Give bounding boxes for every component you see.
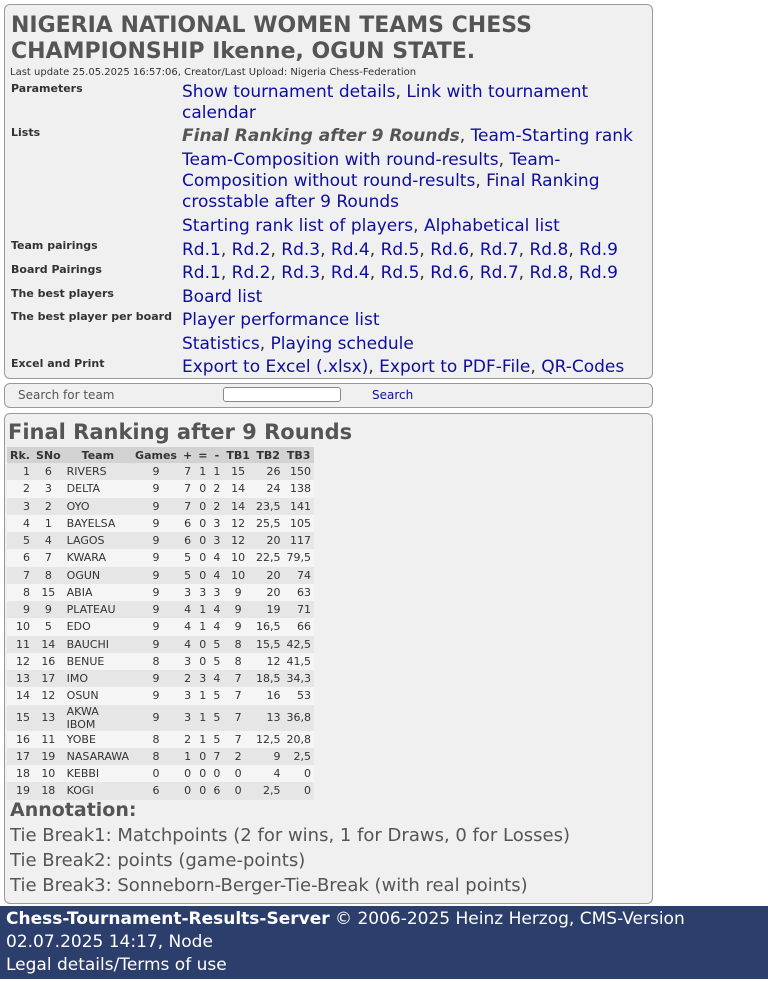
- draws-cell: 0: [195, 498, 210, 515]
- losses-cell: 2: [210, 498, 223, 515]
- draws-cell: 0: [195, 765, 210, 782]
- ranking-row: [7, 532, 314, 549]
- games-cell: 9: [132, 601, 180, 618]
- team-link[interactable]: YOBE: [64, 731, 132, 748]
- games-cell: 9: [132, 532, 180, 549]
- tb1-cell: 7: [223, 670, 253, 687]
- losses-cell: 5: [210, 687, 223, 704]
- team-link[interactable]: EDO: [64, 618, 132, 635]
- wins-cell: 2: [180, 731, 195, 748]
- ranking-header-row: [7, 447, 314, 463]
- tb3-cell: 34,3: [283, 670, 314, 687]
- final-ranking-crosstable-link[interactable]: Final Ranking crosstable after 9 Rounds: [182, 171, 600, 212]
- tb2-cell: 19: [253, 601, 284, 618]
- export-pdf-link[interactable]: Export to PDF-File: [379, 357, 531, 377]
- excel-print-label: Excel and Print: [11, 357, 105, 370]
- team-composition-without-results-link[interactable]: Team-Composition without round-results: [182, 150, 561, 191]
- draws-cell: 1: [195, 731, 210, 748]
- annotation-tb2: Tie Break2: points (game-points): [10, 850, 306, 871]
- wins-cell: 6: [180, 532, 195, 549]
- tb2-cell: 12: [253, 653, 284, 670]
- tournament-info-panel: [4, 4, 653, 379]
- ranking-row: [7, 705, 314, 731]
- team-link[interactable]: RIVERS: [64, 463, 132, 480]
- board-pairing-round-link[interactable]: Rd.6: [430, 263, 470, 283]
- ranking-row: [7, 670, 314, 687]
- games-cell: 9: [132, 463, 180, 480]
- tb3-cell: 2,5: [283, 748, 314, 765]
- tb1-cell: 10: [223, 567, 253, 584]
- team-pairing-round-link[interactable]: Rd.5: [380, 240, 420, 260]
- games-cell: 9: [132, 705, 180, 731]
- lists-links: Final Ranking after 9 Rounds, Team-Starting rank: [182, 126, 633, 146]
- link-tournament-calendar-link[interactable]: Link with tournament calendar: [182, 82, 589, 123]
- sno-cell: 18: [33, 782, 64, 799]
- ranking-row: [7, 731, 314, 748]
- team-link[interactable]: BAUCHI: [64, 636, 132, 653]
- tb1-cell: 7: [223, 705, 253, 731]
- ranking-row: [7, 636, 314, 653]
- tournament-title: NIGERIA NATIONAL WOMEN TEAMS CHESS CHAMPIONSHIP Ikenne, OGUN STATE.: [11, 13, 532, 64]
- losses-cell: 5: [210, 653, 223, 670]
- wins-cell: 2: [180, 670, 195, 687]
- footer: [0, 906, 768, 979]
- tb3-cell: 20,8: [283, 731, 314, 748]
- ranking-row: [7, 687, 314, 704]
- best-players-label: The best players: [11, 287, 114, 300]
- games-cell: 9: [132, 687, 180, 704]
- rank-cell: 14: [7, 687, 33, 704]
- team-link[interactable]: OSUN: [64, 687, 132, 704]
- games-cell: 6: [132, 782, 180, 799]
- tb3-cell: 79,5: [283, 549, 314, 566]
- wins-cell: 7: [180, 480, 195, 497]
- sno-cell: 16: [33, 653, 64, 670]
- tb3-cell: 0: [283, 782, 314, 799]
- losses-cell: 4: [210, 618, 223, 635]
- games-cell: 8: [132, 748, 180, 765]
- games-cell: 9: [132, 584, 180, 601]
- losses-cell: 0: [210, 765, 223, 782]
- sno-cell: 2: [33, 498, 64, 515]
- tb1-cell: 7: [223, 687, 253, 704]
- wins-cell: 4: [180, 618, 195, 635]
- ranking-row: [7, 653, 314, 670]
- starting-rank-players-link[interactable]: Starting rank list of players: [182, 216, 414, 236]
- sno-cell: 3: [33, 480, 64, 497]
- games-cell: 9: [132, 670, 180, 687]
- tb2-cell: 25,5: [253, 515, 284, 532]
- draws-cell: 0: [195, 567, 210, 584]
- sno-cell: 13: [33, 705, 64, 731]
- team-pairings-label: Team pairings: [11, 239, 98, 252]
- draws-cell: 0: [195, 549, 210, 566]
- draws-cell: 1: [195, 618, 210, 635]
- board-pairing-round-link[interactable]: Rd.5: [380, 263, 420, 283]
- tb2-cell: 18,5: [253, 670, 284, 687]
- board-list-link[interactable]: Board list: [182, 287, 263, 307]
- col-header-tb1: TB1: [223, 447, 253, 463]
- tb1-cell: 9: [223, 601, 253, 618]
- col-header-games: Games: [132, 447, 180, 463]
- tb3-cell: 53: [283, 687, 314, 704]
- tb3-cell: 138: [283, 480, 314, 497]
- show-tournament-details-link[interactable]: Show tournament details: [182, 82, 396, 102]
- team-link[interactable]: NASARAWA: [64, 748, 132, 765]
- tb1-cell: 7: [223, 731, 253, 748]
- losses-cell: 6: [210, 782, 223, 799]
- sno-cell: 1: [33, 515, 64, 532]
- draws-cell: 1: [195, 463, 210, 480]
- tb2-cell: 22,5: [253, 549, 284, 566]
- sno-cell: 15: [33, 584, 64, 601]
- board-pairing-round-link[interactable]: Rd.7: [479, 263, 519, 283]
- parameters-label: Parameters: [11, 82, 83, 95]
- col-header-wins: +: [180, 447, 195, 463]
- board-pairings-label: Board Pairings: [11, 263, 102, 276]
- annotation-title: Annotation:: [10, 799, 137, 821]
- losses-cell: 5: [210, 731, 223, 748]
- sno-cell: 8: [33, 567, 64, 584]
- losses-cell: 2: [210, 480, 223, 497]
- wins-cell: 3: [180, 705, 195, 731]
- ranking-row: [7, 782, 314, 799]
- team-starting-rank-link[interactable]: Team-Starting rank: [470, 126, 633, 146]
- tb2-cell: 20: [253, 584, 284, 601]
- tb1-cell: 14: [223, 480, 253, 497]
- team-link[interactable]: IMO: [64, 670, 132, 687]
- lists-label: Lists: [11, 126, 41, 139]
- team-composition-with-results-link[interactable]: Team-Composition with round-results: [182, 150, 499, 170]
- sno-cell: 6: [33, 463, 64, 480]
- last-update-text: Last update 25.05.2025 16:57:06, Creator/Last Upload: Nigeria Chess-Federation: [10, 67, 417, 78]
- tb1-cell: 2: [223, 748, 253, 765]
- tb2-cell: 20: [253, 532, 284, 549]
- board-pairing-round-link[interactable]: Rd.8: [529, 263, 569, 283]
- team-link[interactable]: OGUN: [64, 567, 132, 584]
- sno-cell: 17: [33, 670, 64, 687]
- team-link[interactable]: KWARA: [64, 549, 132, 566]
- tb1-cell: 0: [223, 782, 253, 799]
- team-link[interactable]: DELTA: [64, 480, 132, 497]
- draws-cell: 0: [195, 748, 210, 765]
- ranking-table: [7, 447, 314, 800]
- alphabetical-list-link[interactable]: Alphabetical list: [423, 216, 560, 236]
- rank-cell: 16: [7, 731, 33, 748]
- tb3-cell: 150: [283, 463, 314, 480]
- wins-cell: 1: [180, 748, 195, 765]
- tb1-cell: 9: [223, 618, 253, 635]
- tb3-cell: 105: [283, 515, 314, 532]
- ranking-row: [7, 765, 314, 782]
- server-link[interactable]: Chess-Tournament-Results-Server: [6, 909, 330, 929]
- losses-cell: 4: [210, 601, 223, 618]
- wins-cell: 4: [180, 636, 195, 653]
- team-link[interactable]: KEBBI: [64, 765, 132, 782]
- tb3-cell: 63: [283, 584, 314, 601]
- draws-cell: 0: [195, 782, 210, 799]
- footer-copyright: © 2006-2025 Heinz Herzog, CMS-Version 02.07.2025 14:17, Node: [6, 909, 685, 952]
- tb2-cell: 12,5: [253, 731, 284, 748]
- losses-cell: 4: [210, 549, 223, 566]
- col-header-rank: Rk.: [7, 447, 33, 463]
- best-per-board-links: [182, 310, 642, 331]
- losses-cell: 4: [210, 567, 223, 584]
- board-pairing-round-link[interactable]: Rd.1: [182, 263, 221, 283]
- tb1-cell: 8: [223, 653, 253, 670]
- rank-cell: 8: [7, 584, 33, 601]
- losses-cell: 1: [210, 463, 223, 480]
- footer-credits: [6, 908, 756, 954]
- parameters-links: Show tournament details, Link with tournament calendar: [182, 82, 589, 123]
- draws-cell: 0: [195, 515, 210, 532]
- tb1-cell: 9: [223, 584, 253, 601]
- col-header-sno: SNo: [33, 447, 64, 463]
- team-pairings-rounds: Rd.1, Rd.2, Rd.3, Rd.4, Rd.5, Rd.6, Rd.7, Rd.8, Rd.9: [182, 240, 618, 260]
- rank-cell: 5: [7, 532, 33, 549]
- games-cell: 9: [132, 480, 180, 497]
- team-pairing-round-link[interactable]: Rd.4: [330, 240, 370, 260]
- games-cell: 8: [132, 653, 180, 670]
- tb3-cell: 0: [283, 765, 314, 782]
- team-pairing-round-link[interactable]: Rd.1: [182, 240, 221, 260]
- team-link[interactable]: ABIA: [64, 584, 132, 601]
- final-ranking-current: Final Ranking after 9 Rounds: [182, 126, 460, 146]
- team-link[interactable]: AKWA IBOM: [64, 705, 132, 731]
- rank-cell: 13: [7, 670, 33, 687]
- team-pairing-round-link[interactable]: Rd.7: [479, 240, 519, 260]
- draws-cell: 1: [195, 705, 210, 731]
- tb2-cell: 13: [253, 705, 284, 731]
- draws-cell: 1: [195, 601, 210, 618]
- team-pairing-round-link[interactable]: Rd.2: [231, 240, 271, 260]
- games-cell: 8: [132, 731, 180, 748]
- tb3-cell: 36,8: [283, 705, 314, 731]
- player-performance-link[interactable]: Player performance list: [182, 310, 380, 330]
- col-header-tb2: TB2: [253, 447, 284, 463]
- draws-cell: 0: [195, 636, 210, 653]
- search-button[interactable]: Search: [372, 388, 414, 402]
- best-per-board-label: The best player per board: [11, 310, 172, 323]
- board-pairing-round-link[interactable]: Rd.4: [330, 263, 370, 283]
- playing-schedule-link[interactable]: Playing schedule: [270, 334, 414, 354]
- ranking-row: [7, 748, 314, 765]
- tb3-cell: 117: [283, 532, 314, 549]
- team-link[interactable]: PLATEAU: [64, 601, 132, 618]
- rank-cell: 17: [7, 748, 33, 765]
- wins-cell: 5: [180, 567, 195, 584]
- wins-cell: 4: [180, 601, 195, 618]
- tb3-cell: 66: [283, 618, 314, 635]
- tb1-cell: 12: [223, 532, 253, 549]
- ranking-title: Final Ranking after 9 Rounds: [8, 420, 353, 444]
- draws-cell: 0: [195, 480, 210, 497]
- ranking-body: [7, 463, 314, 800]
- losses-cell: 5: [210, 705, 223, 731]
- rank-cell: 12: [7, 653, 33, 670]
- rank-cell: 15: [7, 705, 33, 731]
- rank-cell: 19: [7, 782, 33, 799]
- ranking-row: [7, 480, 314, 497]
- sno-cell: 19: [33, 748, 64, 765]
- tb1-cell: 12: [223, 515, 253, 532]
- ranking-row: [7, 463, 314, 480]
- annotation-tb1: Tie Break1: Matchpoints (2 for wins, 1 for Draws, 0 for Losses): [10, 825, 570, 846]
- games-cell: 9: [132, 636, 180, 653]
- tb2-cell: 20: [253, 567, 284, 584]
- team-link[interactable]: BAYELSA: [64, 515, 132, 532]
- tb2-cell: 24: [253, 480, 284, 497]
- wins-cell: 5: [180, 549, 195, 566]
- wins-cell: 3: [180, 584, 195, 601]
- export-excel-link[interactable]: Export to Excel (.xlsx): [182, 357, 369, 377]
- ranking-row: [7, 498, 314, 515]
- losses-cell: 3: [210, 515, 223, 532]
- sno-cell: 10: [33, 765, 64, 782]
- board-pairing-round-link[interactable]: Rd.9: [579, 263, 618, 283]
- tb3-cell: 141: [283, 498, 314, 515]
- board-pairing-round-link[interactable]: Rd.3: [281, 263, 321, 283]
- annotation-tb3: Tie Break3: Sonneborn-Berger-Tie-Break (with real points): [10, 875, 528, 896]
- rank-cell: 1: [7, 463, 33, 480]
- search-label: Search for team: [18, 388, 115, 402]
- rank-cell: 10: [7, 618, 33, 635]
- col-header-team: Team: [64, 447, 132, 463]
- board-pairings-rounds: Rd.1, Rd.2, Rd.3, Rd.4, Rd.5, Rd.6, Rd.7, Rd.8, Rd.9: [182, 263, 618, 283]
- search-panel: [4, 383, 653, 408]
- wins-cell: 7: [180, 463, 195, 480]
- games-cell: 0: [132, 765, 180, 782]
- team-link[interactable]: OYO: [64, 498, 132, 515]
- team-pairing-round-link[interactable]: Rd.9: [579, 240, 618, 260]
- losses-cell: 4: [210, 670, 223, 687]
- games-cell: 9: [132, 498, 180, 515]
- ranking-row: [7, 584, 314, 601]
- team-pairing-round-link[interactable]: Rd.3: [281, 240, 321, 260]
- rank-cell: 3: [7, 498, 33, 515]
- col-header-losses: -: [210, 447, 223, 463]
- draws-cell: 1: [195, 687, 210, 704]
- statistics-links: Statistics, Playing schedule: [182, 334, 414, 354]
- legal-terms-link[interactable]: Legal details/Terms of use: [6, 955, 227, 975]
- tb2-cell: 16: [253, 687, 284, 704]
- draws-cell: 3: [195, 584, 210, 601]
- sno-cell: 5: [33, 618, 64, 635]
- rank-cell: 4: [7, 515, 33, 532]
- tb3-cell: 41,5: [283, 653, 314, 670]
- tb2-cell: 9: [253, 748, 284, 765]
- draws-cell: 3: [195, 670, 210, 687]
- col-header-tb3: TB3: [283, 447, 314, 463]
- rank-cell: 2: [7, 480, 33, 497]
- rank-cell: 9: [7, 601, 33, 618]
- ranking-row: [7, 567, 314, 584]
- wins-cell: 6: [180, 515, 195, 532]
- team-pairing-round-link[interactable]: Rd.8: [529, 240, 569, 260]
- tb1-cell: 0: [223, 765, 253, 782]
- tb1-cell: 14: [223, 498, 253, 515]
- ranking-row: [7, 618, 314, 635]
- statistics-link[interactable]: Statistics: [182, 334, 260, 354]
- tb1-cell: 15: [223, 463, 253, 480]
- best-players-links: [182, 287, 642, 308]
- losses-cell: 7: [210, 748, 223, 765]
- team-link[interactable]: LAGOS: [64, 532, 132, 549]
- ranking-row: [7, 601, 314, 618]
- games-cell: 9: [132, 515, 180, 532]
- losses-cell: 3: [210, 532, 223, 549]
- wins-cell: 3: [180, 653, 195, 670]
- tb3-cell: 42,5: [283, 636, 314, 653]
- games-cell: 9: [132, 549, 180, 566]
- ranking-panel: [4, 413, 653, 904]
- rank-cell: 11: [7, 636, 33, 653]
- rank-cell: 18: [7, 765, 33, 782]
- team-pairing-round-link[interactable]: Rd.6: [430, 240, 470, 260]
- losses-cell: 3: [210, 584, 223, 601]
- sno-cell: 11: [33, 731, 64, 748]
- sno-cell: 14: [33, 636, 64, 653]
- col-header-draws: =: [195, 447, 210, 463]
- tb3-cell: 74: [283, 567, 314, 584]
- games-cell: 9: [132, 618, 180, 635]
- board-pairing-round-link[interactable]: Rd.2: [231, 263, 271, 283]
- rank-cell: 7: [7, 567, 33, 584]
- qr-codes-link[interactable]: QR-Codes: [541, 357, 625, 377]
- export-links: Export to Excel (.xlsx), Export to PDF-File, QR-Codes: [182, 357, 625, 377]
- tb2-cell: 16,5: [253, 618, 284, 635]
- sno-cell: 12: [33, 687, 64, 704]
- wins-cell: 7: [180, 498, 195, 515]
- tb2-cell: 2,5: [253, 782, 284, 799]
- wins-cell: 0: [180, 782, 195, 799]
- draws-cell: 0: [195, 532, 210, 549]
- tb2-cell: 15,5: [253, 636, 284, 653]
- wins-cell: 3: [180, 687, 195, 704]
- tb2-cell: 26: [253, 463, 284, 480]
- tb2-cell: 4: [253, 765, 284, 782]
- losses-cell: 5: [210, 636, 223, 653]
- wins-cell: 0: [180, 765, 195, 782]
- rank-cell: 6: [7, 549, 33, 566]
- team-link[interactable]: KOGI: [64, 782, 132, 799]
- tb1-cell: 10: [223, 549, 253, 566]
- sno-cell: 4: [33, 532, 64, 549]
- team-composition-links: Team-Composition with round-results, Team-Composition without round-results, Final Ranking crosstable after 9 Rounds: [182, 150, 600, 212]
- player-lists-links: Starting rank list of players, Alphabetical list: [182, 216, 560, 236]
- team-link[interactable]: BENUE: [64, 653, 132, 670]
- ranking-row: [7, 515, 314, 532]
- sno-cell: 9: [33, 601, 64, 618]
- sno-cell: 7: [33, 549, 64, 566]
- tb2-cell: 23,5: [253, 498, 284, 515]
- ranking-row: [7, 549, 314, 566]
- tb1-cell: 8: [223, 636, 253, 653]
- tb3-cell: 71: [283, 601, 314, 618]
- games-cell: 9: [132, 567, 180, 584]
- draws-cell: 0: [195, 653, 210, 670]
- search-team-input[interactable]: [223, 387, 341, 402]
